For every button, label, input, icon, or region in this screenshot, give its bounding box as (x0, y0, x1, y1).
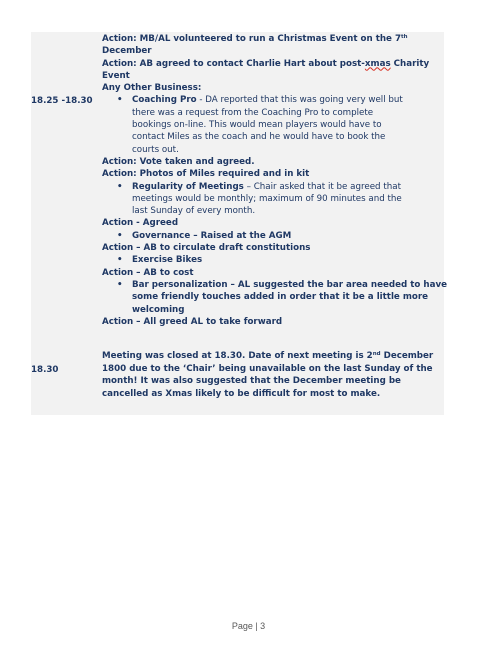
closing-note: Meeting was closed at 18.30. Date of next meeting is 2nd December 1800 due to the ‘Chair’ being unavailable on the last Sunday of the month! It was also suggested that the December meeting be cancelled as Xmas likely to be difficult for most to make. (102, 351, 434, 399)
time-cell: 18.30 (31, 365, 59, 375)
agenda-items-cell (102, 33, 447, 328)
action-line: Action: AB agreed to contact Charlie Hart about post-xmas Charity (102, 58, 430, 69)
bullet-icon: • (117, 279, 123, 290)
time-cell: 18.25 -18.30 (31, 96, 93, 106)
action-line: Action: Vote taken and agreed. (102, 156, 255, 167)
action-line: Action – AB to cost (102, 267, 194, 278)
action-line: Event (102, 70, 130, 81)
list-item: • Regularity of Meetings – Chair asked that it be agreed that meetings would be monthly; maximum of 90 minutes and the last Sunday of every month. (117, 181, 402, 217)
bullet-icon: • (117, 230, 123, 241)
page-footer: Page | 3 (231, 621, 266, 631)
action-line: Action: MB/AL volunteered to run a Christmas Event on the 7th (102, 34, 408, 44)
action-line: Action – All greed AL to take forward (102, 316, 283, 327)
bullet-icon: • (117, 181, 123, 192)
section-heading: Any Other Business: (102, 83, 202, 94)
action-line: Action – AB to circulate draft constitutions (102, 243, 311, 254)
list-item: • Coaching Pro - DA reported that this was going very well but there was a request from the Coaching Pro to complete bookings on-line. This would mean players would have to contact Miles as the coach and he would have to book the courts out. (117, 95, 403, 155)
bullet-icon: • (117, 255, 123, 266)
action-line: December (102, 46, 152, 57)
spelling-mark: xmas (364, 58, 391, 69)
list-item: • Exercise Bikes (117, 255, 203, 266)
list-item: • Bar personalization – AL suggested the bar area needed to have some friendly touches added in order that it be a little more welcoming (117, 279, 447, 315)
action-line: Action - Agreed (102, 218, 179, 229)
list-item: • Governance – Raised at the AGM (117, 230, 292, 241)
bullet-icon: • (117, 95, 123, 106)
action-line: Action: Photos of Miles required and in kit (102, 169, 310, 180)
